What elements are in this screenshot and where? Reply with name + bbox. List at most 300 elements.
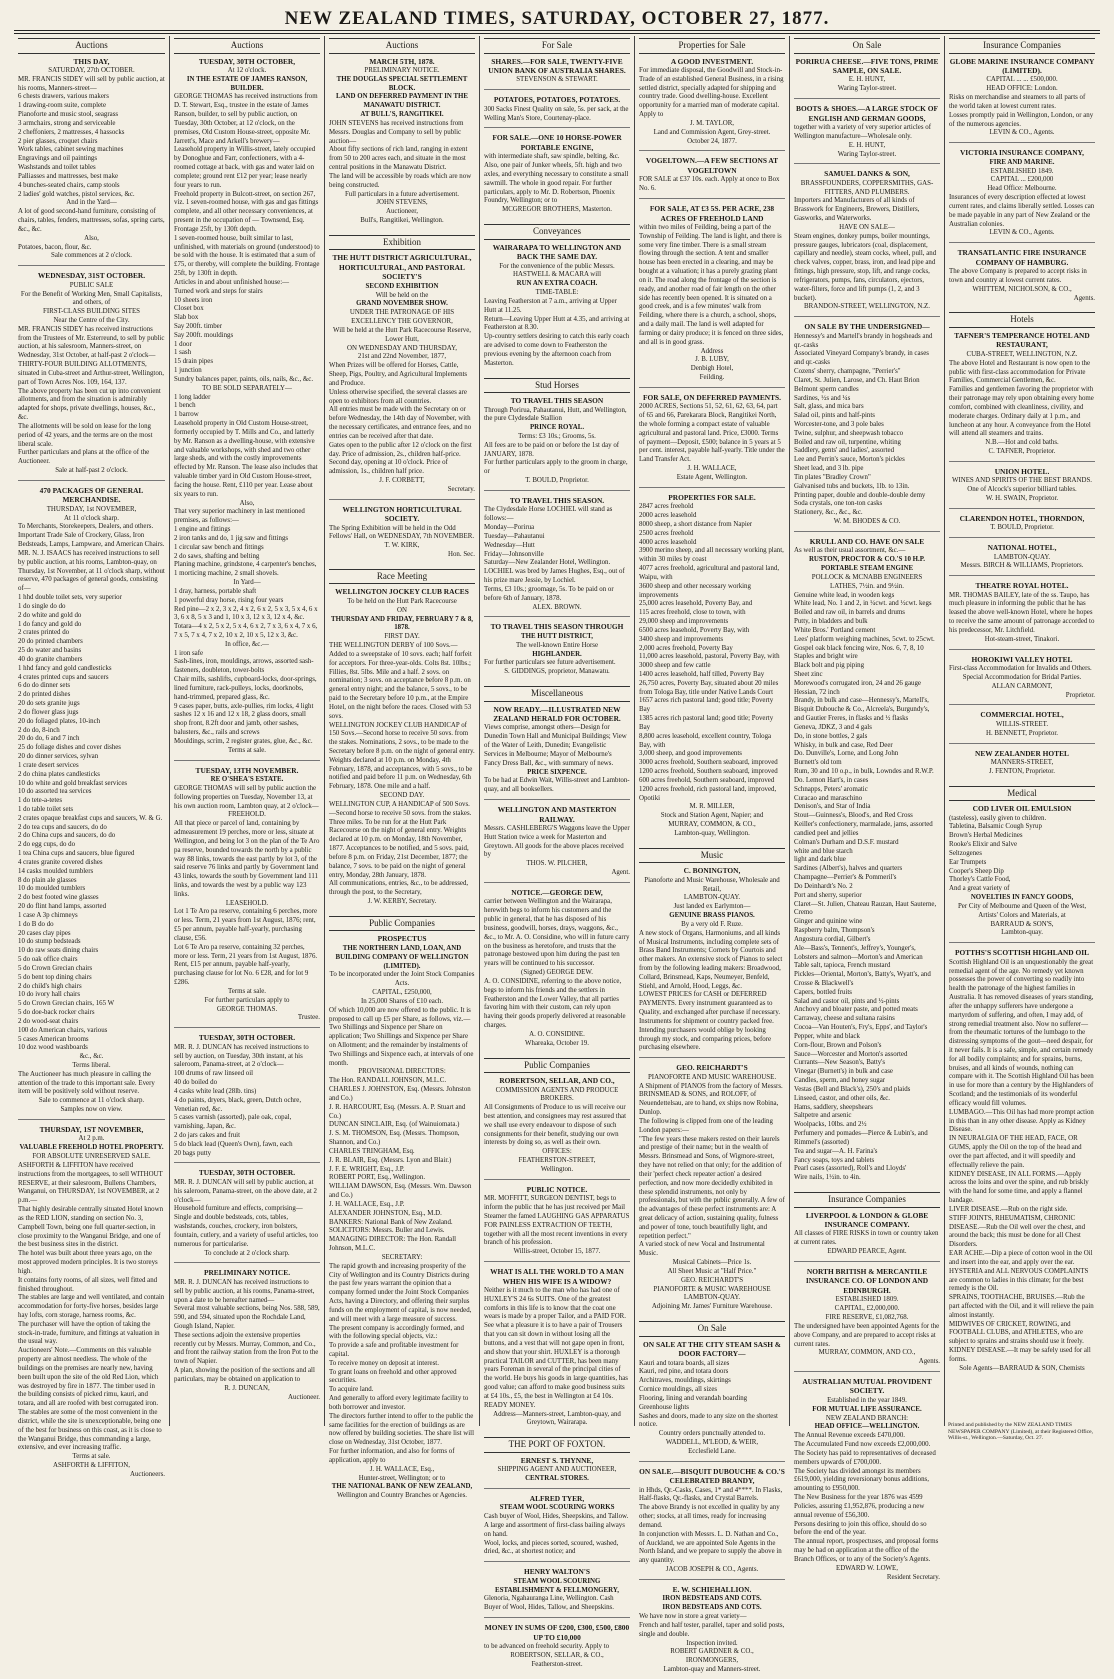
ad-text: It contains forty rooms, of all sizes, well fitted and finished throughout. (18, 1276, 158, 1293)
ad-text: Views comprise, amongst others—Design for Dunedin Town Hall and Municipal Buildings; View of the Water of Leith, Dunedin; Evangelistic Services in Melbourne; Mayor of Melbourne's Fancy Dress Ball, &c., with summary of news. (484, 724, 627, 767)
ad-text: A. O. CONSIDINE, referring to the above notice, begs to inform his friends and the settlers in Featherston and the Lower Valley, that all parties favoring him with their custom, can rely upon having their goods properly delivered at reasonable charges. (484, 977, 626, 1030)
ad-text: Country orders punctually attended to. (658, 1430, 766, 1438)
section (329, 38, 475, 230)
advertisement (949, 655, 1095, 706)
masthead-title: NEW ZEALAND TIMES, SATURDAY, OCTOBER 27, 1877. (284, 8, 830, 29)
ad-text: LAMBTON-QUAY. (683, 894, 741, 902)
ad-text: Monday—Porirua (484, 524, 535, 532)
section (484, 686, 630, 1053)
ad-text: The following is clipped from one of the leading London papers:— (639, 1117, 773, 1134)
ad-text: Genuine white lead, in wooden kegs (794, 591, 895, 599)
ad-heading: CLARENDON HOTEL, THORNDON, (959, 513, 1085, 523)
ad-text: FIRST-CLASS BUILDING SITES (43, 308, 140, 316)
ad-text: MR. N. J. ISAACS has received instructions to sell by public auction, at his rooms, Lambton-quay, on Thursday, 1st November, at 11 o'clock sharp, without reserve, 470 packages of general goods, consisting of— (18, 549, 165, 593)
ad-text: WILLIAM DAWSON, Esq. (Messrs. Wm. Dawson and Co.) (329, 1183, 472, 1200)
ad-text: KIDNEY DISEASE.—It may be safely used for all forms. (949, 1347, 1091, 1363)
ad-text: Lot 1 Te Aro pa reserve, containing 6 perches, more or less. Term, 21 years from 1st August, 1876; rent, £5 per annum, payable half-yearly, purchasing clause, £56. (174, 908, 318, 942)
advertisement (794, 57, 940, 100)
ad-text: A Shipment of PIANOS from the factory of Messrs. BRINSMEAD & SONS, and ROLOFF, of Neuendettelsau, are to hand, ex ships now Robina, Dunlop. (639, 1082, 783, 1117)
ad-text: Greenhouse lights (639, 1403, 689, 1411)
ad-text: THE HUTT DISTRICT, (521, 632, 593, 640)
ad-text: 20 cases clay pipes (18, 929, 71, 937)
ad-text: CAPITAL ... ... £500,000. (986, 76, 1058, 84)
ad-text: 3900 merino sheep, and all necessary working plant, within 30 miles by coast (639, 547, 784, 564)
ad-text: Messrs. CASHLEBERG'S Waggons leave the Upper Hutt Station twice a week for Masterton and Greytown. All goods for the above places received by (484, 825, 630, 859)
ad-text: DUNCAN SINCLAIR, Esq. (of Wainuiomata.) (329, 1121, 460, 1129)
section (18, 38, 165, 1484)
ad-text: together with a variety of very superior articles of Wellington manufacture—Wholesale only. (794, 124, 931, 140)
ad-text: Tuesday—Pahautanui (484, 532, 545, 540)
ad-text: Ale—Bass's, Tennent's, Jeffrey's, Younger's, Lobsters and salmon—Morton's and American (794, 944, 923, 961)
ad-text: Bull's, Rangitikei, Wellington. (360, 217, 444, 225)
advertisement (484, 1456, 630, 1489)
ad-heading: COMMERCIAL HOTEL, (980, 710, 1064, 720)
ad-text: Rooke's Elixir and Salve (949, 841, 1018, 849)
ad-text: 1 bench (174, 402, 196, 410)
ad-text: Secretary. (447, 485, 475, 493)
ad-text: Full particulars in a future advertisement. (344, 190, 460, 198)
ad-text: Morewood's corrugated iron, 24 and 26 gauge (794, 679, 921, 687)
ad-text: Terms at sale. (228, 987, 266, 995)
ad-text: to be advanced on freehold security. Apply to (484, 1643, 610, 1651)
ad-text: Lambton-quay. (1001, 929, 1043, 937)
ad-text: 25,000 acres leasehold, Poverty Bay, and (639, 600, 753, 608)
section-heading: Music (639, 848, 785, 864)
ad-heading: LIVERPOOL & LONDON & GLOBE INSURANCE COMPANY. (805, 1210, 929, 1230)
ad-text: As well as their usual assortment, &c.— (794, 547, 906, 555)
ad-heading: A GOOD INVESTMENT. (670, 56, 754, 66)
ad-text: 4 crates granite covered dishes (18, 858, 103, 866)
ad-text: 2 pier glasses, croquet chairs (18, 137, 98, 145)
ad-text: Terms at sale. (228, 746, 266, 754)
ad-text: J. H. WALLACE, (687, 465, 737, 473)
section (484, 1437, 630, 1673)
ad-text: 600 acres freehold, Southern seaboard, improved (639, 776, 775, 784)
ad-text: 5 do bent top dining chairs (18, 973, 92, 981)
ad-text: 2847 acres freehold (639, 503, 694, 511)
ad-text: Sole Agents—BARRAUD & SON, Chemists (959, 1364, 1085, 1372)
advertisement (639, 1585, 785, 1679)
ad-heading: THURSDAY, 1ST NOVEMBER, (39, 1124, 144, 1134)
column-7 (944, 36, 1099, 1426)
ad-text: Messrs. BIRCH & WILLIAMS, Proprietors. (960, 562, 1084, 570)
ad-text: PIANOFORTE AND MUSIC WAREHOUSE. (647, 1073, 777, 1081)
ad-text: NOVELTIES IN FANCY GOODS, (970, 894, 1074, 902)
ad-text: 20 bags putty (174, 1149, 212, 1157)
advertisement (484, 705, 630, 801)
section (484, 1058, 630, 1433)
ad-text: 2 ladies' gold watches, pistol services, &c. (18, 190, 135, 198)
ad-heading: ON SALE AT THE CITY STEAM SASH & DOOR FACTORY— (643, 1339, 781, 1359)
ad-text: All Sheet Music at "Half Price." (667, 1267, 757, 1275)
ad-text: Architraves, mouldings, skirtings (639, 1377, 731, 1385)
ad-heading: POTATOES, POTATOES, POTATOES. (493, 95, 621, 105)
ad-heading: ON SALE.—BISQUIT DUBOUCHE & CO.'S CELEBRATED BRANDY, (639, 1466, 785, 1486)
ad-text: H. BENNETT, Proprietor. (985, 729, 1059, 737)
section-heading: Hotels (949, 312, 1095, 328)
ad-text: In office, &c.— (225, 640, 269, 648)
ad-text: Pianoforte and music stool, seagrass (18, 111, 119, 119)
advertisement (174, 1168, 320, 1263)
ad-text: To be had at Edwin Wait, Willis-street and Lambton-quay, and all booksellers. (484, 777, 630, 794)
ad-text: Leasehold property in Willis-street, lately occupied by Donoghue and Farr, confectioners, with a 4-roomed cottage at back, with gas and water laid on complete; ground rent £12 per year; lease nearly four years to run. (174, 146, 316, 189)
column-3 (324, 36, 479, 1500)
ad-text: 1 iron safe (174, 649, 204, 657)
ad-text: 25 do foliage dishes and cover dishes (18, 744, 121, 752)
ad-text: 1400 acres leasehold, half tilled, Poverty Bay (639, 671, 765, 678)
ad-text: Return—Leaving Upper Hutt at 4.35, and arriving at Featherston at 8.30. (484, 315, 630, 332)
ad-text: The Society has paid to representatives of deceased members upwards of £700,000. (794, 1449, 936, 1466)
ad-text: Cooper's Sheep Dip (949, 867, 1004, 875)
ad-text: RUN AN EXTRA COACH. (516, 280, 598, 288)
ad-text: 1 crate desert services (18, 761, 79, 769)
ad-text: Steam engines, donkey pumps, boiler mountings, pressure gauges, lubricators (coal, displacement, capillary and needle), steam cocks, wheel, pull, and check valves, copper, brass, iron, and lead pipe and fittings, high pressure, stop, lift, and range cocks, refrigerators, pumps, fans, circulators, ejectors, water-filters, force and lift pumps (1, 2, and 3 bucket). (794, 232, 937, 302)
ad-text: 10 do ivory hall chairs (18, 991, 81, 999)
ad-text: About fifty sections of rich land, ranging in extent from 50 to 200 acres each, and situate in the most central positions in the Manawatu District. (329, 146, 468, 172)
ad-text: 5 do oak office chairs (18, 956, 78, 964)
ad-text: The Hon. RANDALL JOHNSON, M.L.C. (329, 1077, 447, 1085)
ad-text: Scottish Highland Oil is an unquestionably the great remedial agent of the age. No remedy yet known possesses the power of converting so readily into health the patronage of the highest families in Australia. It has removed diseases of years standing, after the unhappy sufferers have undergone a martyrdom of suffering, and often, I may add, of strong remedial treatment also. Now no sufferer—from the rheumatic tortures of the lumbago to the distressing symptoms of the gout—need despair, for it never fails. It is a safe, simple, and certain remedy for all bodily complaints; and for sprains, burns, bruises, and all kinds of wounds, nothing can compare with it. The Scottish Highland Oil has been in use for more than a century by the Highlanders of Scotland; and the testimonials of its wonderful efficacy would fill volumes. (949, 958, 1094, 1107)
ad-text: 6 do do dinner sets (18, 682, 71, 690)
ad-text: Chair mills, sashlifts, cupboard-locks, door-springs, lined furniture, rack-pulleys, locks, doorknobs, hand-trimmed, prepared glass, &c. (174, 676, 317, 701)
ad-text: Importers and Manufacturers of all kinds of Brasswork for Engineers, Brewers, Distillers, Gasworks, and Waterworks. (794, 197, 920, 223)
section (329, 916, 475, 1505)
ad-text: Lee and Perrin's sauce, Morton's pickles (794, 456, 905, 464)
ad-text: Auctioneer. (288, 1393, 320, 1401)
ad-text: 2 do wood-seat chairs (18, 1017, 79, 1025)
section-heading: Auctions (174, 38, 320, 54)
section (329, 569, 475, 911)
ad-text: SECOND EXHIBITION (365, 282, 439, 290)
ad-text: Pickles—Oriental, Morton's, Batty's, Wyatt's, and Crosse & Blackwell's (794, 971, 931, 987)
ad-text: 2 crates printed do (18, 629, 70, 637)
section-heading: Stud Horses (484, 378, 630, 394)
ad-text: 2500 acres freehold (639, 529, 694, 537)
advertisement (949, 248, 1095, 307)
section (484, 38, 630, 219)
ad-text: Candles, sperm, and honey sugar (794, 1077, 886, 1085)
ad-text: To conclude at 2 o'clock sharp. (204, 1249, 290, 1257)
ad-text: Carraway, cheese and sultana raisins (794, 1015, 895, 1023)
ad-text: 1 circular saw bench and fittings (174, 543, 264, 551)
ad-text: Waring Taylor-street. (837, 150, 897, 158)
ad-text: 10 doz wood washboards (18, 1044, 88, 1052)
ad-text: LATHES, 7½in. and 9½in. (830, 582, 904, 590)
ad-text: J. FENTON, Proprietor. (989, 767, 1055, 775)
ad-text: 8000 sheep, a short distance from Napier (639, 520, 753, 528)
ad-text: Terms at sale. (72, 1453, 111, 1461)
ad-text: The above Hotel and Restaurant is now open to the public with first-class accommodation for Private Families, Commercial Gentlemen, &c. (949, 359, 1091, 385)
ad-text: Wellington and Country Branches or Agencies. (337, 1492, 467, 1500)
advertisement (949, 749, 1095, 781)
ad-text: Sale commences at 2 o'clock. (50, 252, 133, 260)
ad-text: Established in the year 1849. (827, 1396, 907, 1404)
ad-text: The undersigned have been appointed Agents for the above Company, and are prepared to accept risks at current rates. (794, 1322, 940, 1348)
ad-text: Lot 6 Te Aro pa reserve, containing 32 perches, more or less. Term, 21 years from 1st August, 1876. Rent, £15 per annum, payable half-yearly, purchasing clause for lot No. 6 £28, and for lot 9 £286. (174, 943, 318, 987)
ad-text: &c., &c. (79, 1053, 104, 1061)
ad-text: MR. FRANCIS SIDEY has received instructions from the Trustees of Mr. Esterreund, to sell by public auction, at his salesroom, Manners-street, on Wednesday, 31st October, at half-past 2 o'clock— (18, 325, 165, 360)
ad-text: MR. R. J. DUNCAN will sell by public auction, at his saleroom, Panama-street, on the above date, at 2 o'clock— (174, 1178, 317, 1204)
ad-heading: VOGELTOWN.—A FEW SECTIONS AT VOGELTOWN (645, 156, 779, 175)
ad-text: 1 do tete-a-tetes (18, 797, 63, 805)
ad-text: 5 cases varnish (assorted), pale oak, copal, varnishing, Japan, &c. (174, 1114, 292, 1131)
section-heading: Auctions (18, 38, 165, 54)
ad-text: 1 case A 3p chimneys (18, 911, 78, 919)
ad-text: Terms, £3 10s.; groomage, 5s. To be paid on or before 6th of January, 1878. (484, 585, 614, 602)
ad-text: Instruments for shipment or country packed free. (639, 1017, 774, 1025)
column-5 (634, 36, 789, 1673)
ad-text: E. H. HUNT, (848, 141, 886, 149)
ad-heading: TUESDAY, 30TH OCTOBER. (198, 1033, 296, 1043)
ad-text: Galvanised tubs and buckets, 1lb. to 13in. (794, 482, 910, 490)
ad-text: 115 acres freehold, close to town, with (639, 609, 746, 617)
ad-text: 4 bunches-seated chairs, camp stools (18, 181, 120, 189)
ad-text: 3600 sheep and other necessary working improvements (639, 582, 751, 599)
ad-text: 5 cases American brooms (18, 1035, 89, 1043)
ad-text: (Signed) GEORGE DEW. (521, 969, 593, 977)
ad-text: IN THE ESTATE OF JAMES RANSON, BUILDER. (186, 75, 308, 92)
ad-text: 2 do flower glass jugs (18, 708, 79, 716)
advertisement (329, 934, 475, 1505)
ad-text: 5 do Crown Grecian chairs (18, 964, 93, 972)
ad-text: Trustee. (297, 1014, 320, 1022)
ad-text: All that piece or parcel of land, containing by admeasurement 19 perches, more or less, situate at Wellington, and being lot 3 on the plan of the Te Aro pa reserve, bounded towards the north by a public way 88 links, towards the east partly by lot 3, of the said reserve 76 links and partly by Government land 43 links, towards the south by Government land 111 links, and towards the west by a public way 123 links. (174, 820, 320, 898)
ad-text: Hunter-street, Wellington; or to (358, 1474, 446, 1482)
ad-text: Keiller's confectionery, marmalade, jams, assorted candied peel and jellies (794, 821, 933, 837)
ad-text: 5 do doe-back rocker chairs (18, 1009, 95, 1017)
section-heading: Auctions (329, 38, 475, 54)
ad-text: The Annual Revenue exceeds £470,000. (794, 1432, 905, 1440)
ad-text: The rapid growth and increasing prosperity of the City of Wellington and its Country Districts during the past few years warrant the opinion that a company formed under the Joint Stock Companies Acts, having a Directory, and offering their surplus funds on the employment of capital, is now needed, and will meet with a large measure of success. (329, 1262, 472, 1323)
ad-text: Associated Vineyard Company's brandy, in cases and qr.-casks (794, 350, 929, 367)
ad-text: In 25,000 Shares of £10 each. (360, 997, 444, 1005)
advertisement (484, 1076, 630, 1180)
ad-text: The Clydesdale Horse LOCHIEL will stand as follows:— (484, 506, 613, 523)
ad-text: Denbigh Hotel, (690, 365, 734, 373)
advertisement (484, 1567, 630, 1618)
ad-text: 2 do tea cups and saucers, do do (18, 823, 107, 831)
ad-text: Insurances of every description effected at lowest current rates, and claims liberally settled. Losses can be made payable in any part of New Zealand or the Australian colonies. (949, 194, 1095, 228)
ad-text: Terms: £3 10s.; Grooms, 5s. (518, 433, 596, 440)
ad-text: Do Deinhardt's No. 2 (794, 882, 853, 890)
ad-text: To acquire land. (329, 1386, 374, 1394)
ad-text: Wire nails, 1½in. to 4in. (794, 1174, 861, 1182)
ad-text: PUBLIC SALE (69, 281, 114, 289)
section-heading: Miscellaneous (484, 686, 630, 702)
ad-text: Lambton-quay, Wellington. (674, 829, 750, 837)
ad-text: FOR MUTUAL LIFE ASSURANCE. (812, 1405, 922, 1413)
ad-text: SECOND DAY. (379, 792, 425, 800)
advertisement (949, 514, 1095, 538)
ad-text: Land and Commission Agent, Grey-street. (653, 128, 771, 136)
ad-text: 20 do dinner services, sylvan (18, 753, 99, 761)
ad-text: MANNERS-STREET, (990, 759, 1054, 766)
ad-text: M. R. MILLER, (689, 803, 735, 811)
ad-text: Say 200ft. mouldings (174, 331, 234, 339)
ad-text: within two miles of Feilding, being a part of the Township of Feilding. The land is light, and there is some very fine timber. There is a small stream flowing through the section. A tent and smaller house has been erected in a clearing, and may be bought at a valuation; it has a purely grazing plant on it. The road along the frontage of the section is ready, and another road of fair length on the other side has recently been opened. It is situated on a good creek, and is a few minutes' walk from Feilding, where there is a church, a school, shops, and a daily mail. The land is well adapted for farming or dairy produce; it is fenced on three sides, and all is in good grass. (639, 223, 784, 346)
ad-text: Twine, sulphur, and sheepwash tobacco (794, 429, 904, 437)
ad-text: 20 do sets granite jugs (18, 700, 80, 708)
ad-text: When Prizes will be offered for Horses, Cattle, Sheep, Pigs, Poultry, and Agricultural Implements and Produce. (329, 362, 468, 387)
masthead-rule-double (14, 33, 1100, 34)
ad-heading: E. W. SCHIEHALLION. (672, 1584, 752, 1594)
ad-text: LAMBTON-QUAY. (683, 1294, 741, 1302)
ad-text: 20 do printed chambers (18, 638, 83, 646)
ad-text: 8 do plain ale glasses (18, 876, 77, 884)
ad-text: 2 do best footed wine glasses (18, 894, 99, 902)
ad-text: Kauri and totara boards, all sizes (639, 1359, 730, 1367)
ad-text: Sheet lead, and 3 lb. pipe (794, 465, 864, 473)
ad-text: Wednesday—Hutt (484, 541, 535, 549)
ad-text: ROBERT PORT, Esq., Wellington. (329, 1174, 426, 1182)
ad-text: The Accumulated Fund now exceeds £2,000,000. (794, 1441, 931, 1449)
ad-text: Head Office: Melbourne. (987, 185, 1057, 193)
advertisement (484, 133, 630, 219)
ad-text: 1 do fancy and gold do (18, 620, 82, 628)
ad-text: For the Benefit of Working Men, Small Capitalists, and others, of (20, 290, 163, 307)
ad-text: 300 Sacks Finest Quality on sale, 5s. per sack, at the Welling Man's Store, Courtenay-place. (484, 105, 629, 122)
ad-heading: ROBERTSON, SELLAR, AND CO., (499, 1076, 615, 1086)
ad-text: Auctioneers' Note.—Comments on this valuable property are almost needless. The whole of the buildings on the premises are nearly new, having been built upon the site of the old Red Lion, which was destroyed by fire in 1877. The timber used in the building consists of picked rimu, kauri, and totara, and all are roofed with best corrugated iron. The stables are some of the most convenient in the district, while the site is unexceptionable, being one of the best for business on this coast, as it is close to the Wanganui Bridge, thus commanding a large, extensive, and ever increasing traffic. (18, 1347, 162, 1452)
ad-heading: BOOTS & SHOES.—A LARGE STOCK OF ENGLISH AND GERMAN GOODS, (796, 104, 938, 123)
ad-text: Address (700, 347, 724, 355)
ad-text: FOR SALE at £37 10s. each. Apply at once to Box No. 6. (639, 176, 780, 193)
ad-text: A. O. CONSIDINE. (529, 1030, 585, 1038)
ad-text: PROVISIONAL DIRECTORS: (358, 1068, 446, 1076)
ad-text: LEVIN & CO., Agents. (989, 229, 1055, 237)
advertisement (949, 543, 1095, 576)
ad-text: S. GIDDINGS, proprietor, Manawatu. (504, 668, 610, 676)
ad-text: Pianoforte and Music Warehouse, Wholesale and Retail, (644, 876, 780, 893)
ad-heading: GLOBE MARINE INSURANCE COMPANY (LIMITED). (949, 56, 1095, 75)
ad-text: 2 do jars cakes and fruit (174, 1131, 241, 1139)
ad-text: Do, in stone bottles, 2 gals (794, 732, 868, 740)
ad-text: Pepper, white and black (794, 1032, 860, 1040)
ad-text: 4 casks white lead (28lb. tins) (174, 1087, 257, 1095)
ad-text: Palliasses and mattresses, best make (18, 172, 119, 180)
ad-heading: C. BONINGTON, (683, 866, 741, 876)
ad-text: Musical Cabinets—Price 1s. (672, 1259, 752, 1267)
ad-text: Estate Agent, Wellington. (676, 473, 748, 481)
ad-heading: HOROKIWI VALLEY HOTEL (971, 654, 1073, 664)
ad-text: To grant loans on freehold and other approved securities. (329, 1368, 457, 1385)
ad-text: Featherston-street. (531, 1660, 583, 1668)
ad-text: Fancy soaps, toys and tablets (794, 1156, 875, 1164)
ad-text: Denison's, and Star of India (794, 803, 871, 811)
ad-text: Putty, in bladders and bulk (794, 618, 868, 626)
ad-text: E. H. HUNT, (848, 76, 886, 84)
ad-text: STEVENSON & STEWART. (516, 76, 598, 84)
ad-text: OFFICES: (542, 1148, 572, 1156)
ad-text: WHITTEM, NICHOLSON, & CO., (972, 285, 1072, 293)
advertisement (484, 1267, 630, 1432)
ad-text: For further information, and also for forms of application, apply to (329, 1448, 455, 1464)
ad-text: 2 do white and gold do (18, 611, 82, 619)
ad-text: In Yard— (233, 579, 261, 587)
section (639, 848, 785, 1316)
ad-text: CENTRAL STORES. (525, 1475, 589, 1483)
ad-heading: ERNEST S. THYNNE, (520, 1455, 594, 1465)
ad-text: The Auctioneer has much pleasure in calling the attention of the trade to this important sale. Every item will be positively sold without reserve. (18, 1070, 155, 1096)
ad-text: HYSTERIA and ALL NERVOUS COMPLAINTS are common to ladies in this climate; for the best remedy is the Oil. (949, 1267, 1089, 1293)
ad-text: BRANDON-STREET, WELLINGTON, N.Z. (804, 303, 930, 311)
ad-text: All fees are to be paid on or before the 1st day of JANUARY, 1878. (484, 441, 620, 458)
ad-text: Raspberry balm, Thompson's (794, 927, 875, 935)
ad-text: CAPITAL, £250,000, (372, 989, 432, 997)
ad-text: Auctioneer, (385, 208, 419, 216)
ad-text: J. R. BLAIR, Esq. (Messrs. Lyon and Blair.) (329, 1156, 452, 1164)
ad-text: STEAM WOOL SCOURING ESTABLISHMENT & FELLMONGERY, (495, 1577, 619, 1594)
ad-text: 10 sheets iron (174, 296, 213, 304)
ad-heading: THEATRE ROYAL HOTEL. (975, 581, 1069, 591)
ad-heading: TUESDAY, 30TH OCTOBER, (198, 56, 296, 66)
ad-text: IRON BEDSTEADS AND COTS. (662, 1604, 762, 1612)
ad-text: ALEXANDER JOHNSTON, Esq., M.D. (329, 1209, 442, 1217)
advertisement (639, 866, 785, 1058)
ad-text: Through Porirua, Pahautanui, Hutt, and Wellington, the pure Clydesdale Stallion (484, 406, 627, 423)
ad-text: T. BOULD, Proprietor. (525, 477, 589, 485)
ad-heading: GEO. REICHARDT'S (676, 1063, 748, 1073)
ad-heading: PRELIMINARY NOTICE. (203, 1268, 291, 1278)
advertisement (794, 322, 940, 532)
section-heading: Properties for Sale (639, 38, 785, 54)
ad-text: That highly desirable centrally situated Hotel known as the RED LION, standing on section No. 3, Campbell Town, being one full quarter-section, in close proximity to the Wanganui Bridge, and one of the best business sites in the district. (18, 1206, 164, 1249)
ad-text: Important Trade Sale of Crockery, Glass, Iron Bedsteads, Lamps, Lampware, and American Chairs. (18, 532, 165, 549)
ad-text: Gospel oak black fencing wire, Nos. 6, 7, 8, 10 (794, 644, 924, 652)
section (174, 38, 320, 1406)
advertisement (329, 505, 475, 564)
ad-text: Hot-steam-street, Tinakori. (984, 635, 1060, 643)
ad-text: And generally to afford every legitimate facility to both borrower and investor. (329, 1395, 469, 1411)
ad-heading: ON SALE BY THE UNDERSIGNED— (804, 322, 930, 332)
ad-text: To be incorporated under the Joint Stock Companies Acts. (329, 971, 475, 988)
ad-heading: TRANSATLANTIC FIRE INSURANCE COMPANY OF HAMBURG. (957, 248, 1087, 267)
ad-text: 2000 acres leasehold (639, 512, 697, 520)
ad-text: MANAGING DIRECTOR: The Hon. Randall Johnson, M.L.C. (329, 1236, 457, 1253)
ad-text: 2 do child's high chairs (18, 982, 82, 990)
ad-text: Curacao and maraschino (794, 794, 863, 802)
ad-text: Wellington. (540, 1165, 574, 1173)
ad-heading: TUESDAY, 13TH NOVEMBER. (195, 765, 299, 775)
ad-text: Tin plates "Bradley Crown" (794, 473, 871, 481)
ad-text: STIFF JOINTS, RHEUMATISM, CHRONIC DISEASE.—Rub the Oil well over the chest, and around the back; this must be done for all Chest Disorders. (949, 1214, 1086, 1249)
ad-text: Do. Lemon Hart's, in cases (794, 776, 869, 784)
ad-text: The directors further intend to offer to the public the same facilities for the erection of buildings as are now offered by building societies. The share list will close on Wednesday, 31st October, 1877. (329, 1412, 474, 1447)
ad-text: Leasehold property in Old Custom House-street, formerly occupied by T. Mills and Co., and latterly by Mr. Ranson as a dwelling-house, with extensive and valuable workshops, with shed and two other large sheds, and with the costly improvements effected by Mr. Ranson. The lease also includes that valuable timber yard in Old Custom House-street, facing the house. Rent, £110 per year. Lease about six years to run. (174, 420, 318, 498)
ad-heading: VICTORIA INSURANCE COMPANY, (959, 148, 1085, 158)
ad-text: C. TAFNER, Proprietor. (988, 447, 1056, 455)
ad-text: TO BE SOLD SEPARATELY— (202, 384, 292, 392)
ad-text: LOCHIEL was bred by James Hughes, Esq., out of his prize mare Jessie, by Lochiel. (484, 568, 625, 585)
ad-text: A plan, showing the position of the sections and all particulars, may be obtained on application to (174, 1367, 315, 1383)
ad-text: Linseed, castor, and other oils, &c. (794, 1094, 890, 1102)
ad-text: Hessian, 72 inch (794, 688, 840, 696)
advertisement (484, 1623, 630, 1673)
section-heading: Insurance Companies (949, 38, 1095, 54)
ad-text: 40 do boiled do (174, 1079, 218, 1087)
ad-heading: WHAT IS ALL THE WORLD TO A MAN WHEN HIS WIFE IS A WIDOW? (490, 1267, 624, 1286)
ad-text: Tabletina, Balsamic Cough Syrup (949, 823, 1042, 831)
section-heading: Public Companies (484, 1058, 630, 1074)
ad-text: Salad and castor oil, pints and ½-pints (794, 997, 900, 1005)
ad-text: The land will be accessible by roads which are now being constructed. (329, 172, 472, 189)
ad-text: Cocoa—Van Houten's, Fry's, Epps', and Taylor's (794, 1024, 928, 1032)
ad-text: Feilding. (699, 374, 725, 382)
ad-text: White Bros.' Portland cement (794, 626, 876, 634)
ad-text: 3000 acres freehold, Southern seaboard, improved (639, 759, 778, 767)
ad-text: ALLAN CARMONT, (991, 682, 1053, 690)
ad-heading: NORTH BRITISH & MERCANTILE INSURANCE CO. OF LONDON AND EDINBURGH. (805, 1266, 929, 1295)
